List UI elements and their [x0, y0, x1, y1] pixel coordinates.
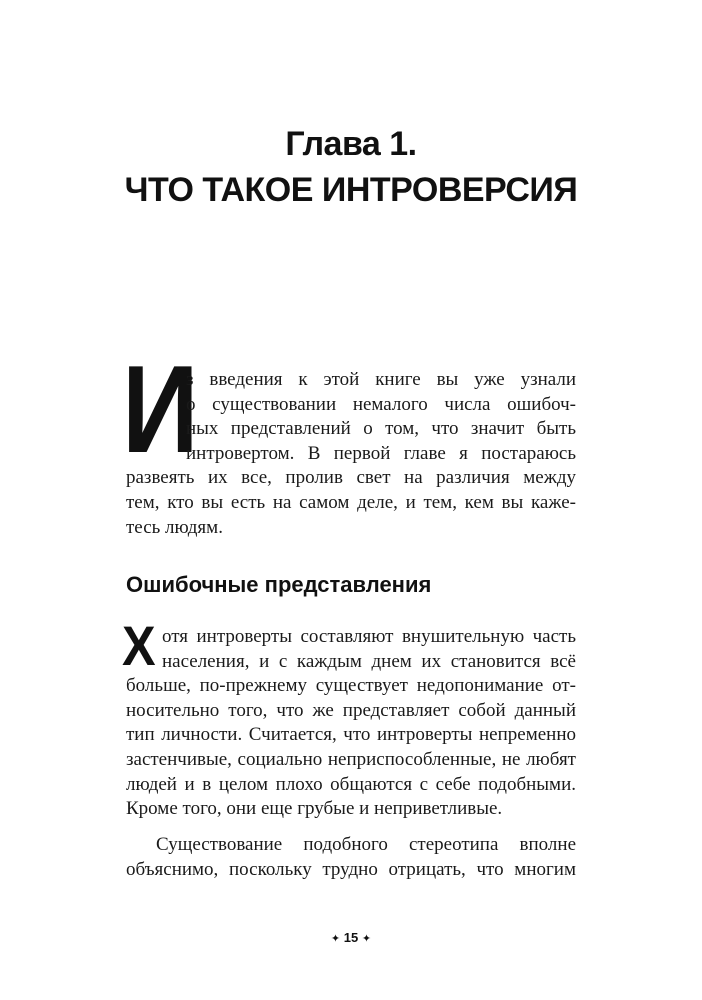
intro-line: о существовании немалого числа ошибоч- — [186, 393, 576, 415]
star-ornament-icon: ✦ — [361, 933, 372, 945]
intro-line: тесь людям. — [126, 516, 223, 538]
section-heading: Ошибочные представления — [126, 572, 432, 597]
intro-line: интровертом. В первой главе я постараюсь — [186, 442, 576, 464]
section-line: застенчивые, социально неприспособленные, не любят — [126, 749, 576, 770]
section-drop-cap: Х — [122, 614, 156, 677]
section-line: носительно того, что же представляет собой данный — [126, 699, 576, 721]
section-line: населения, и с каждым днем их становится всё — [162, 650, 576, 672]
intro-line: ных представлений о том, что значит быть — [186, 418, 576, 440]
page-number: 15 — [343, 930, 359, 945]
chapter-title: ЧТО ТАКОЕ ИНТРОВЕРСИЯ — [124, 171, 578, 209]
chapter-number: Глава 1. — [285, 125, 417, 163]
section-line: людей и в целом плохо общаются с себе подобными. — [126, 773, 576, 795]
intro-line: развеять их все, пролив свет на различия между — [126, 467, 576, 489]
intro-drop-cap: И — [122, 341, 199, 479]
intro-line: з введения к этой книге вы уже узнали — [186, 369, 576, 390]
paragraph2-line: Существование подобного стереотипа вполне — [156, 834, 576, 855]
intro-line: тем, кто вы есть на самом деле, и тем, кем вы каже- — [126, 492, 576, 513]
section-line: отя интроверты составляют внушительную часть — [162, 626, 576, 647]
page-footer — [0, 930, 702, 945]
paragraph2-line: объяснимо, поскольку трудно отрицать, что многим — [126, 858, 576, 880]
star-ornament-icon: ✦ — [330, 933, 341, 945]
section-line: Кроме того, они еще грубые и неприветливые. — [126, 798, 503, 820]
section-line: больше, по-прежнему существует недопонимание от- — [126, 675, 576, 697]
section-line: тип личности. Считается, что интроверты непременно — [126, 724, 576, 746]
